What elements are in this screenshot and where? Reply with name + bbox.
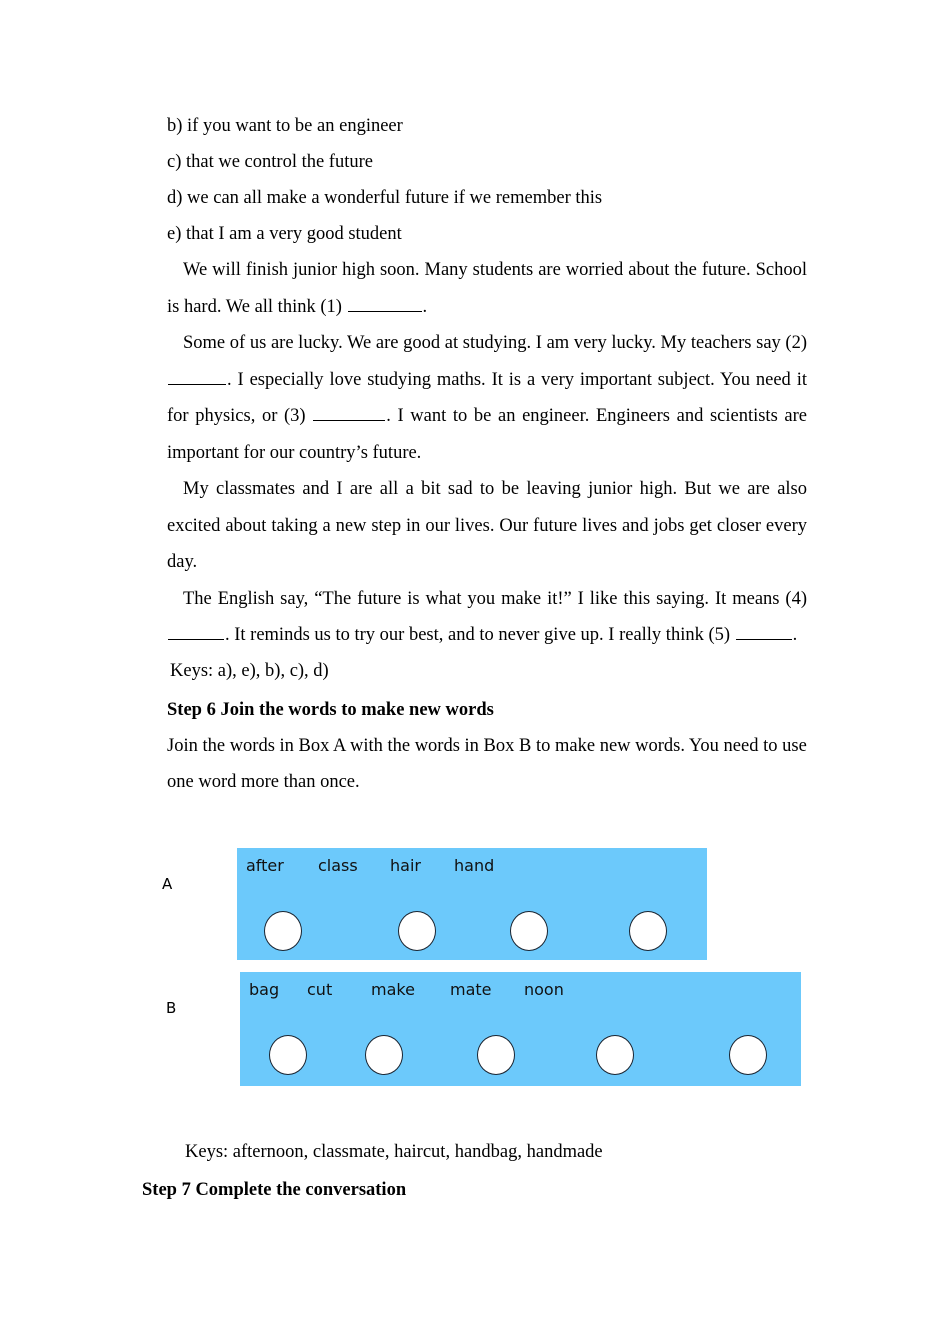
box-b-word-mate[interactable]: mate: [450, 980, 492, 999]
passage-text-4b: . It reminds us to try our best, and to never give up. I really think (5): [225, 625, 735, 645]
option-line-d: d) we can all make a wonderful future if we remember this: [167, 188, 603, 208]
box-a-word-class[interactable]: class: [318, 856, 358, 875]
box-a-word-hand[interactable]: hand: [454, 856, 495, 875]
passage-text-2c: . I want to be an engineer. Engineers and scientists are important for our country’s future.: [167, 406, 807, 463]
step6-keys-wrap: [185, 1135, 825, 1169]
box-b-circle-5[interactable]: [729, 1035, 767, 1075]
passage-text-1a: We will finish junior high soon. Many students are worried about the future. School is hard. We all think (1): [167, 260, 807, 317]
box-b-label: B: [166, 999, 177, 1017]
step6-heading: Step 6 Join the words to make new words: [167, 699, 494, 720]
box-a-word-after[interactable]: after: [246, 856, 284, 875]
box-a-circle-1[interactable]: [264, 911, 302, 951]
step7-heading: Step 7 Complete the conversation: [142, 1180, 407, 1200]
passage-answer-keys: Keys: a), e), b), c), d): [170, 660, 329, 681]
option-line-e: e) that I am a very good student: [167, 224, 402, 244]
box-a-circle-2[interactable]: [398, 911, 436, 951]
step6-instruction: Join the words in Box A with the words in Box B to make new words. You need to use one word more than once.: [167, 735, 807, 792]
step6-answer-keys: Keys: afternoon, classmate, haircut, handbag, handmade: [185, 1142, 603, 1162]
box-b-circle-1[interactable]: [269, 1035, 307, 1075]
box-b-word-bag[interactable]: bag: [249, 980, 280, 999]
passage-text-2a: Some of us are lucky. We are good at studying. I am very lucky. My teachers say (2): [183, 333, 807, 353]
passage-paragraph-1: [167, 252, 807, 325]
box-a-circle-4[interactable]: [629, 911, 667, 951]
answer-blank-1: [348, 294, 422, 311]
passage-paragraph-4: [167, 581, 807, 654]
answer-blank-3: [313, 404, 385, 421]
box-b-word-make[interactable]: make: [371, 980, 415, 999]
box-b-circle-3[interactable]: [477, 1035, 515, 1075]
passage-text-1b: .: [422, 296, 428, 317]
option-line-c: c) that we control the future: [167, 152, 373, 172]
box-b-circle-4[interactable]: [596, 1035, 634, 1075]
answer-blank-4: [168, 623, 224, 640]
passage-paragraph-3: My classmates and I are all a bit sad to be leaving junior high. But we are also excited about taking a new step in our lives. Our future lives and jobs get closer every day.: [167, 479, 807, 572]
passage-text-4c: .: [792, 625, 798, 645]
box-b-word-cut[interactable]: cut: [307, 980, 333, 999]
passage-paragraph-2: [167, 325, 807, 471]
box-b-circle-2[interactable]: [365, 1035, 403, 1075]
box-a-word-hair[interactable]: hair: [390, 856, 421, 875]
answer-blank-5: [736, 623, 792, 640]
option-line-b: b) if you want to be an engineer: [167, 116, 403, 136]
step7-wrap: [142, 1172, 802, 1208]
passage-text-2b: . I especially love studying maths. It is a very important subject. You need it for physics, or (3): [167, 369, 807, 426]
document-body: [167, 108, 807, 801]
box-a-label: A: [162, 875, 173, 893]
box-b-word-noon[interactable]: noon: [524, 980, 564, 999]
answer-blank-2: [168, 367, 226, 384]
box-a-circle-3[interactable]: [510, 911, 548, 951]
passage-text-4a: The English say, “The future is what you make it!” I like this saying. It means (4): [183, 588, 807, 609]
